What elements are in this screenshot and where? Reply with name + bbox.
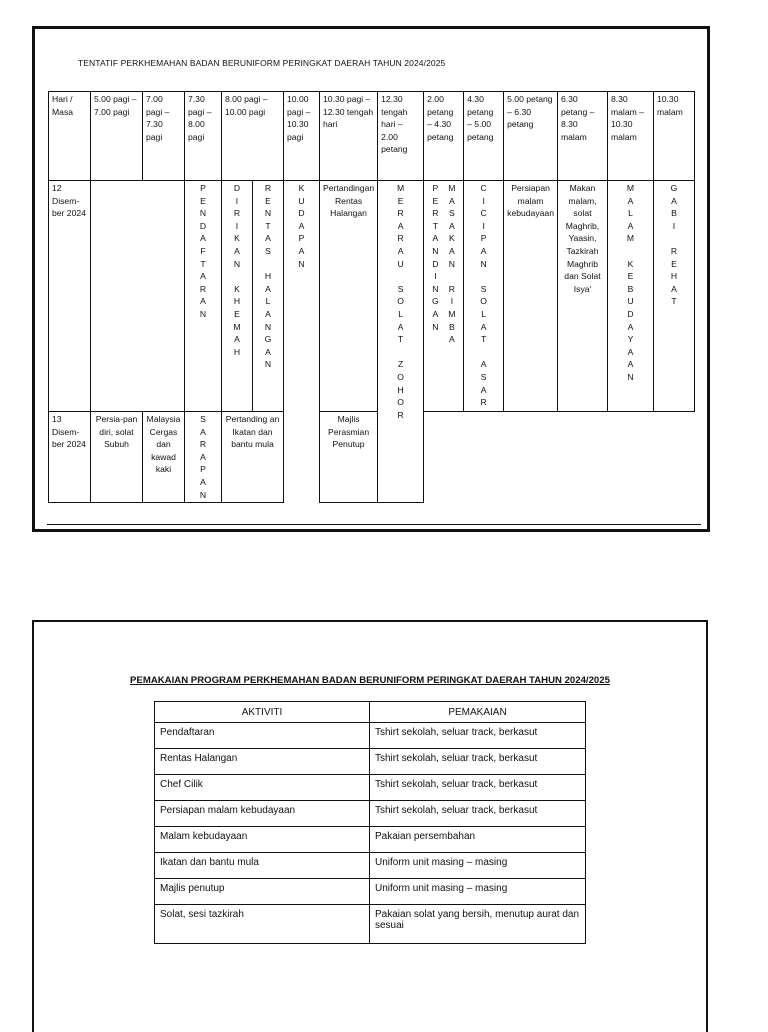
date-cell: 13 Disem-ber 2024: [49, 412, 91, 503]
attire-cell: Pakaian persembahan: [370, 827, 586, 853]
attire-cell: Pakaian solat yang bersih, menutup aurat dan sesuai: [370, 905, 586, 944]
activity-cell: Solat, sesi tazkirah: [155, 905, 370, 944]
activity-cell: Malam kebudayaan: [155, 827, 370, 853]
vertical-cell: K U D A P A N: [284, 181, 320, 503]
attire-cell: Tshirt sekolah, seluar track, berkasut: [370, 723, 586, 749]
header-cell: 10.30 malam: [653, 92, 694, 181]
pair-cell: [424, 181, 464, 412]
header-cell: 10.30 pagi – 12.30 tengah hari: [320, 92, 378, 181]
attire-page: [32, 620, 708, 1032]
table-row: [155, 723, 586, 749]
divider: [47, 524, 701, 525]
header-cell: 5.00 petang – 6.30 petang: [504, 92, 558, 181]
attire-cell: Tshirt sekolah, seluar track, berkasut: [370, 801, 586, 827]
table-row: [155, 905, 586, 944]
table-row: [155, 749, 586, 775]
vertical-cell: M A L A M K E B U D A Y A A N: [607, 181, 653, 412]
attire-cell: Uniform unit masing – masing: [370, 853, 586, 879]
table-row: [49, 412, 695, 503]
table-row: [49, 92, 695, 181]
table-cell: Pertandingan Rentas Halangan: [320, 181, 378, 412]
vertical-text: M A S A K A N R I M B A: [448, 183, 456, 345]
attire-title: PEMAKAIAN PROGRAM PERKHEMAHAN BADAN BERUNIFORM PERINGKAT DAERAH TAHUN 2024/2025: [130, 675, 610, 686]
vertical-cell: C I C I P A N S O L A T A S A R: [464, 181, 504, 412]
vertical-cell: S A R A P A N: [185, 412, 222, 503]
table-cell: Persiapan malam kebudayaan: [504, 181, 558, 412]
header-cell: 8.00 pagi – 10.00 pagi: [222, 92, 284, 181]
header-cell: 8.30 malam – 10.30 malam: [607, 92, 653, 181]
attire-table: [154, 701, 586, 944]
header-cell: 12.30 tengah hari – 2.00 petang: [378, 92, 424, 181]
attire-cell: Tshirt sekolah, seluar track, berkasut: [370, 775, 586, 801]
column-header: AKTIVITI: [155, 702, 370, 723]
attire-cell: Tshirt sekolah, seluar track, berkasut: [370, 749, 586, 775]
table-row: [155, 775, 586, 801]
table-row: [155, 853, 586, 879]
table-cell: Persia-pan diri, solat Subuh: [91, 412, 143, 503]
table-cell: Malaysia Cergas dan kawad kaki: [143, 412, 185, 503]
header-cell: 6.30 petang – 8.30 malam: [557, 92, 607, 181]
table-row: [155, 879, 586, 905]
header-cell: Hari / Masa: [49, 92, 91, 181]
activity-cell: Ikatan dan bantu mula: [155, 853, 370, 879]
table-row: [49, 181, 695, 412]
date-cell: 12 Disem-ber 2024: [49, 181, 91, 412]
vertical-cell: P E N D A F T A R A N: [185, 181, 222, 412]
activity-cell: Pendaftaran: [155, 723, 370, 749]
empty-cell: [424, 412, 695, 503]
header-cell: 10.00 pagi – 10.30 pagi: [284, 92, 320, 181]
header-cell: 7.30 pagi – 8.00 pagi: [185, 92, 222, 181]
schedule-title: TENTATIF PERKHEMAHAN BADAN BERUNIFORM PERINGKAT DAERAH TAHUN 2024/2025: [78, 58, 446, 68]
schedule-page: [32, 26, 710, 532]
attire-cell: Uniform unit masing – masing: [370, 879, 586, 905]
activity-cell: Chef Cilik: [155, 775, 370, 801]
header-cell: 4.30 petang – 5.00 petang: [464, 92, 504, 181]
vertical-cell: R E N T A S H A L A N G A N: [253, 181, 284, 412]
activity-cell: Rentas Halangan: [155, 749, 370, 775]
vertical-text: P E R T A N D I N G A N: [432, 183, 439, 332]
empty-cell: [91, 181, 185, 412]
table-cell: Makan malam, solat Maghrib, Yaasin, Tazkirah Maghrib dan Solat Isya': [557, 181, 607, 412]
table-cell: Majlis Perasmian Penutup: [320, 412, 378, 503]
vertical-cell: G A B I R E H A T: [653, 181, 694, 412]
header-cell: 7.00 pagi – 7.30 pagi: [143, 92, 185, 181]
activity-cell: Majlis penutup: [155, 879, 370, 905]
vertical-cell: D I R I K A N K H E M A H: [222, 181, 253, 412]
header-cell: 5.00 pagi – 7.00 pagi: [91, 92, 143, 181]
vertical-cell: M E R A R A U S O L A T Z O H O R: [378, 181, 424, 503]
table-cell: Pertanding an Ikatan dan bantu mula: [222, 412, 284, 503]
schedule-table: [48, 91, 695, 503]
table-row: [155, 827, 586, 853]
table-row: [155, 801, 586, 827]
column-header: PEMAKAIAN: [370, 702, 586, 723]
activity-cell: Persiapan malam kebudayaan: [155, 801, 370, 827]
table-header-row: [155, 702, 586, 723]
header-cell: 2.00 petang – 4.30 petang: [424, 92, 464, 181]
